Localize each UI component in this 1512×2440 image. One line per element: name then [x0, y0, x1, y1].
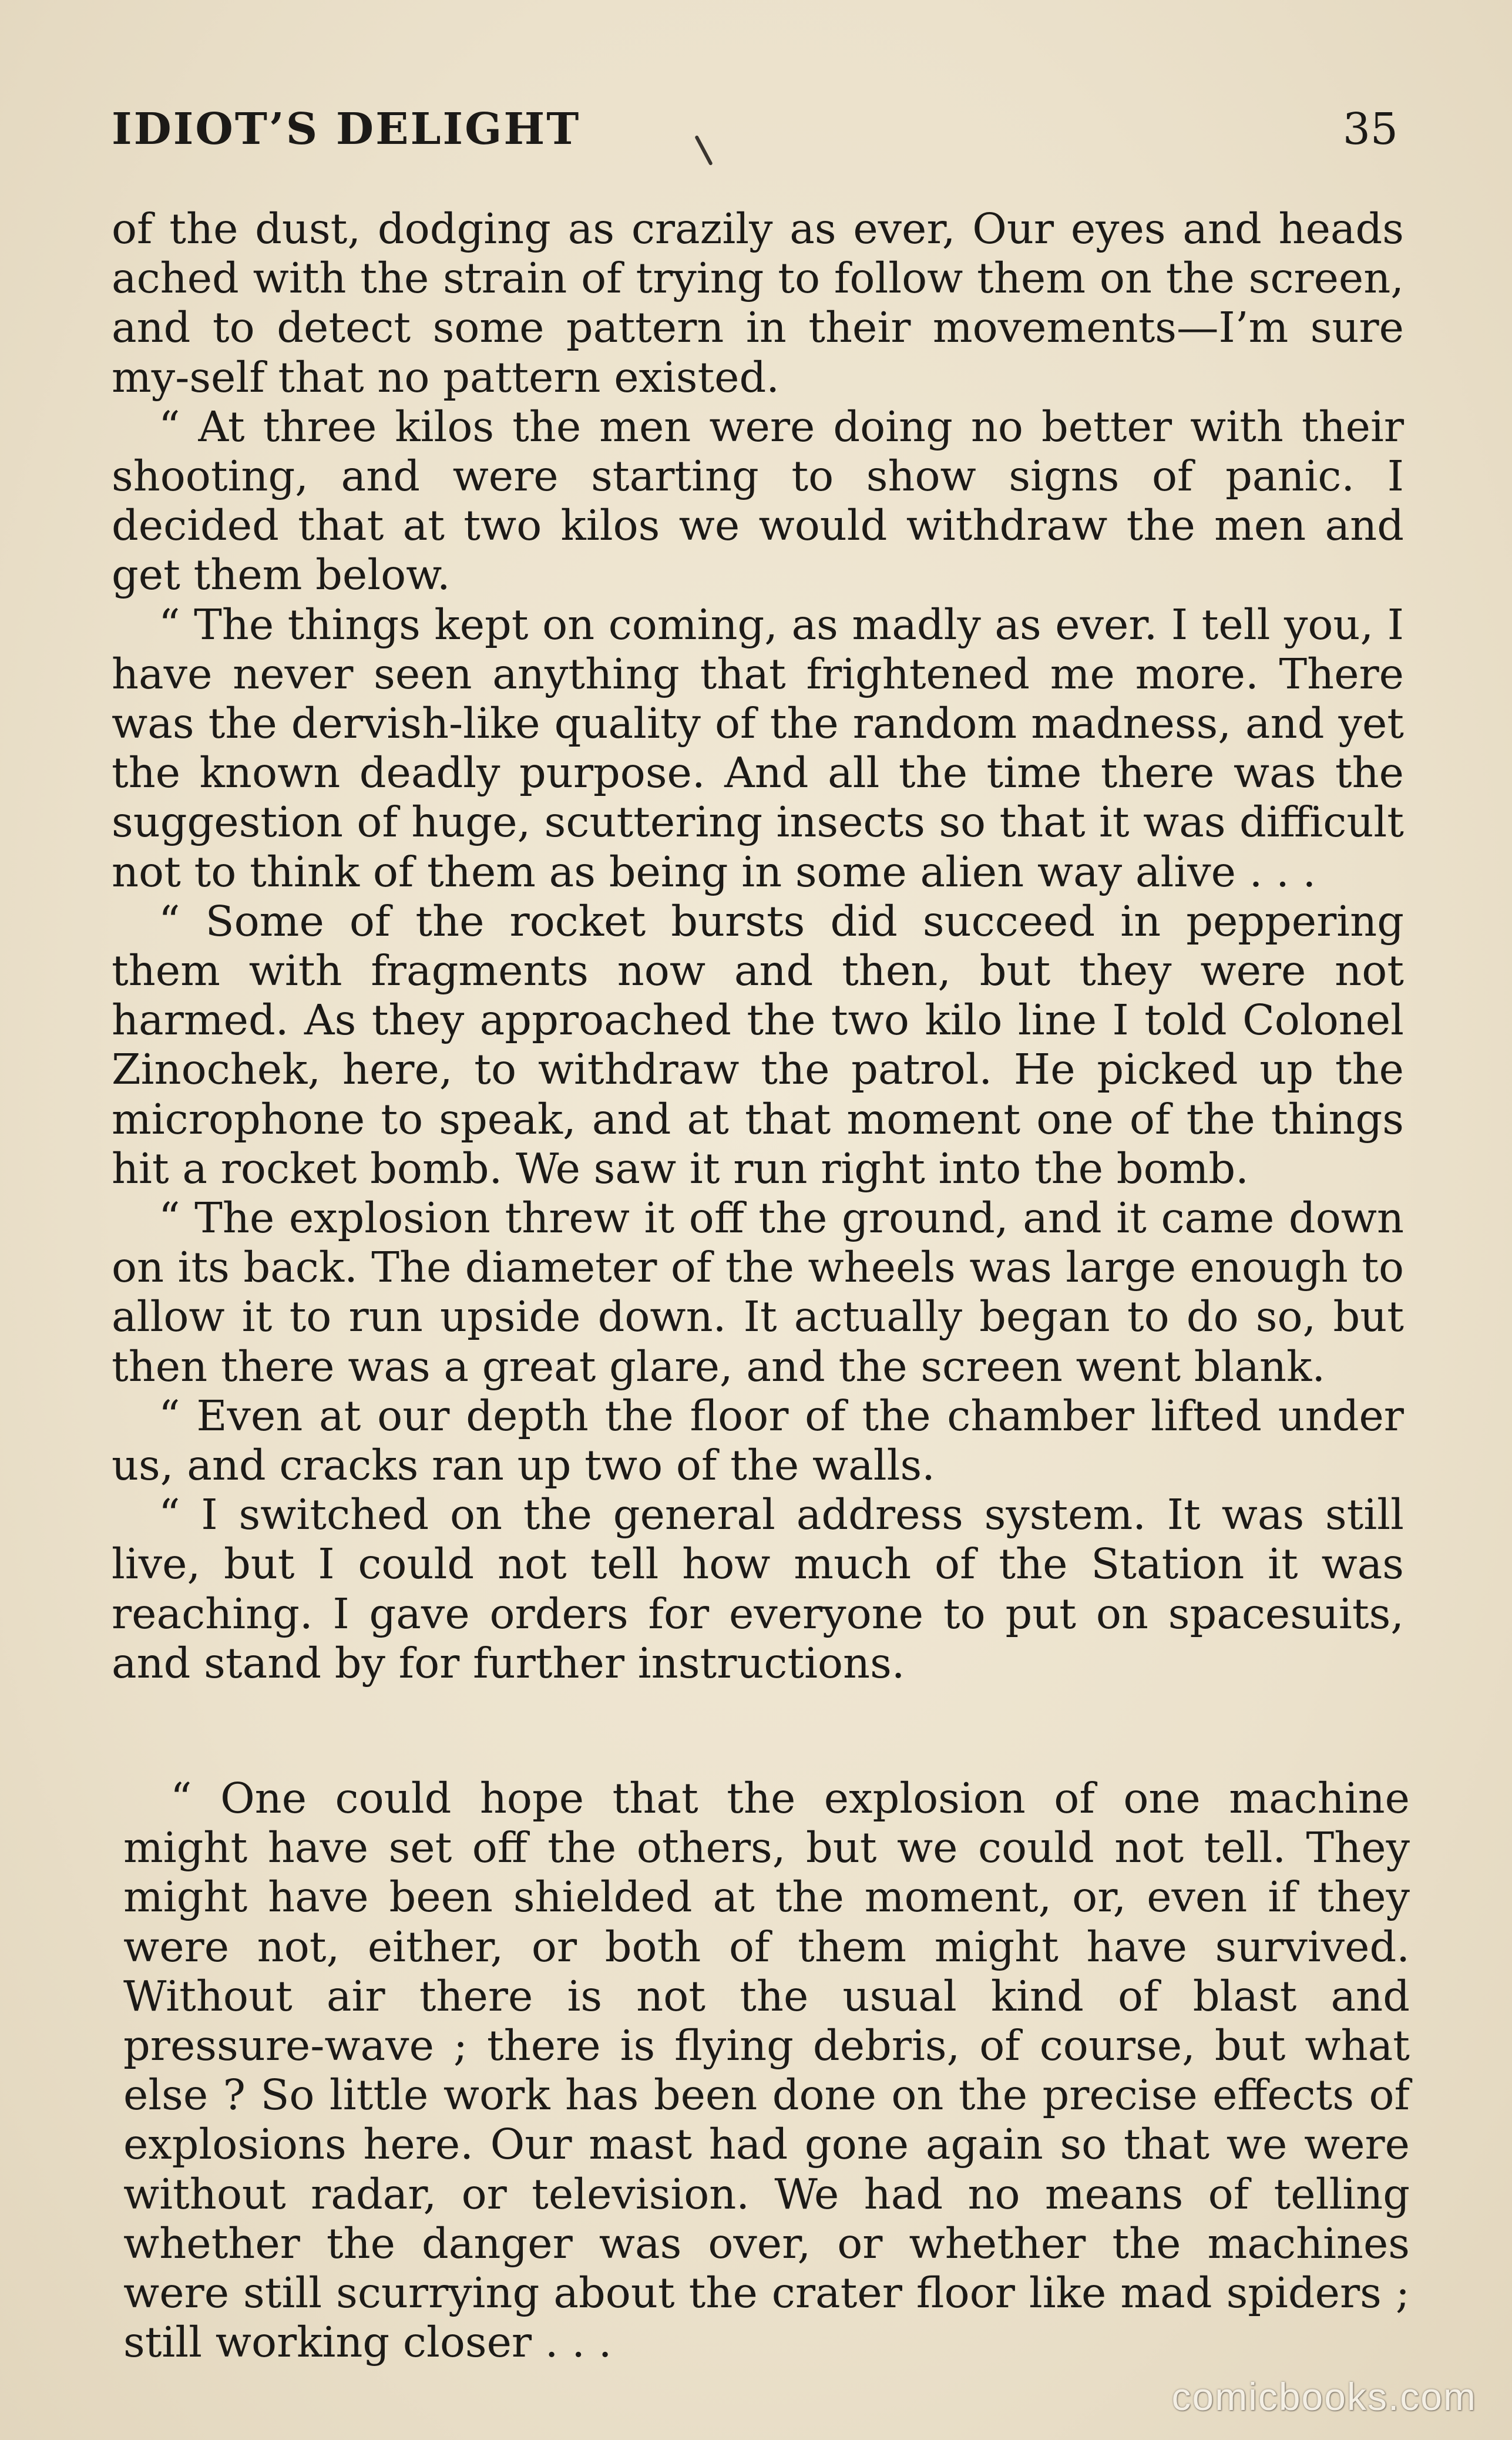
paragraph: of the dust, dodging as crazily as ever, Our eyes and heads ached with the strain of trying to follow them on the screen, and to detect some pattern in their movements—I’m sure my-self that no pattern existed. — [112, 204, 1404, 402]
paragraph: “ Some of the rocket bursts did succeed in peppering them with fragments now and then, but they were not harmed. As they approached the two kilo line I told Colonel Zinochek, here, to withdraw the patrol. He picked up the microphone to speak, and at that moment one of the things hit a rocket bomb. We saw it run right into the bomb. — [112, 896, 1404, 1193]
page-number: 35 — [1342, 104, 1398, 154]
paragraph: “ Even at our depth the floor of the chamber lifted under us, and cracks ran up two of the walls. — [112, 1391, 1404, 1490]
watermark: comicbooks.com — [1171, 2375, 1477, 2418]
body-text-top — [112, 204, 1404, 1688]
page-header — [112, 100, 1398, 159]
body-text-bottom — [123, 1774, 1410, 2367]
paragraph: “ The explosion threw it off the ground, and it came down on its back. The diameter of the wheels was large enough to allow it to run upside down. It actually began to do so, but then there was a great glare, and the screen went blank. — [112, 1194, 1404, 1391]
running-title: IDIOT’S DELIGHT — [112, 104, 581, 154]
paragraph: “ I switched on the general address system. It was still live, but I could not tell how much of the Station it was reaching. I gave orders for everyone to put on spacesuits, and stand by for further instructions. — [112, 1490, 1404, 1688]
paragraph: “ At three kilos the men were doing no better with their shooting, and were starting to show signs of panic. I decided that at two kilos we would withdraw the men and get them below. — [112, 402, 1404, 600]
paragraph: “ The things kept on coming, as madly as ever. I tell you, I have never seen anything that frightened me more. There was the dervish-like quality of the random madness, and yet the known deadly purpose. And all the time there was the suggestion of huge, scuttering insects so that it was difficult not to think of them as being in some alien way alive . . . — [112, 600, 1404, 896]
paragraph: “ One could hope that the explosion of one machine might have set off the others, but we could not tell. They might have been shielded at the moment, or, even if they were not, either, or both of them might have survived. Without air there is not the usual kind of blast and pressure-wave ; there is flying debris, of course, but what else ? So little work has been done on the precise effects of explosions here. Our mast had gone again so that we were without radar, or television. We had no means of telling whether the danger was over, or whether the machines were still scurrying about the crater floor like mad spiders ; still working closer . . . — [123, 1774, 1410, 2367]
